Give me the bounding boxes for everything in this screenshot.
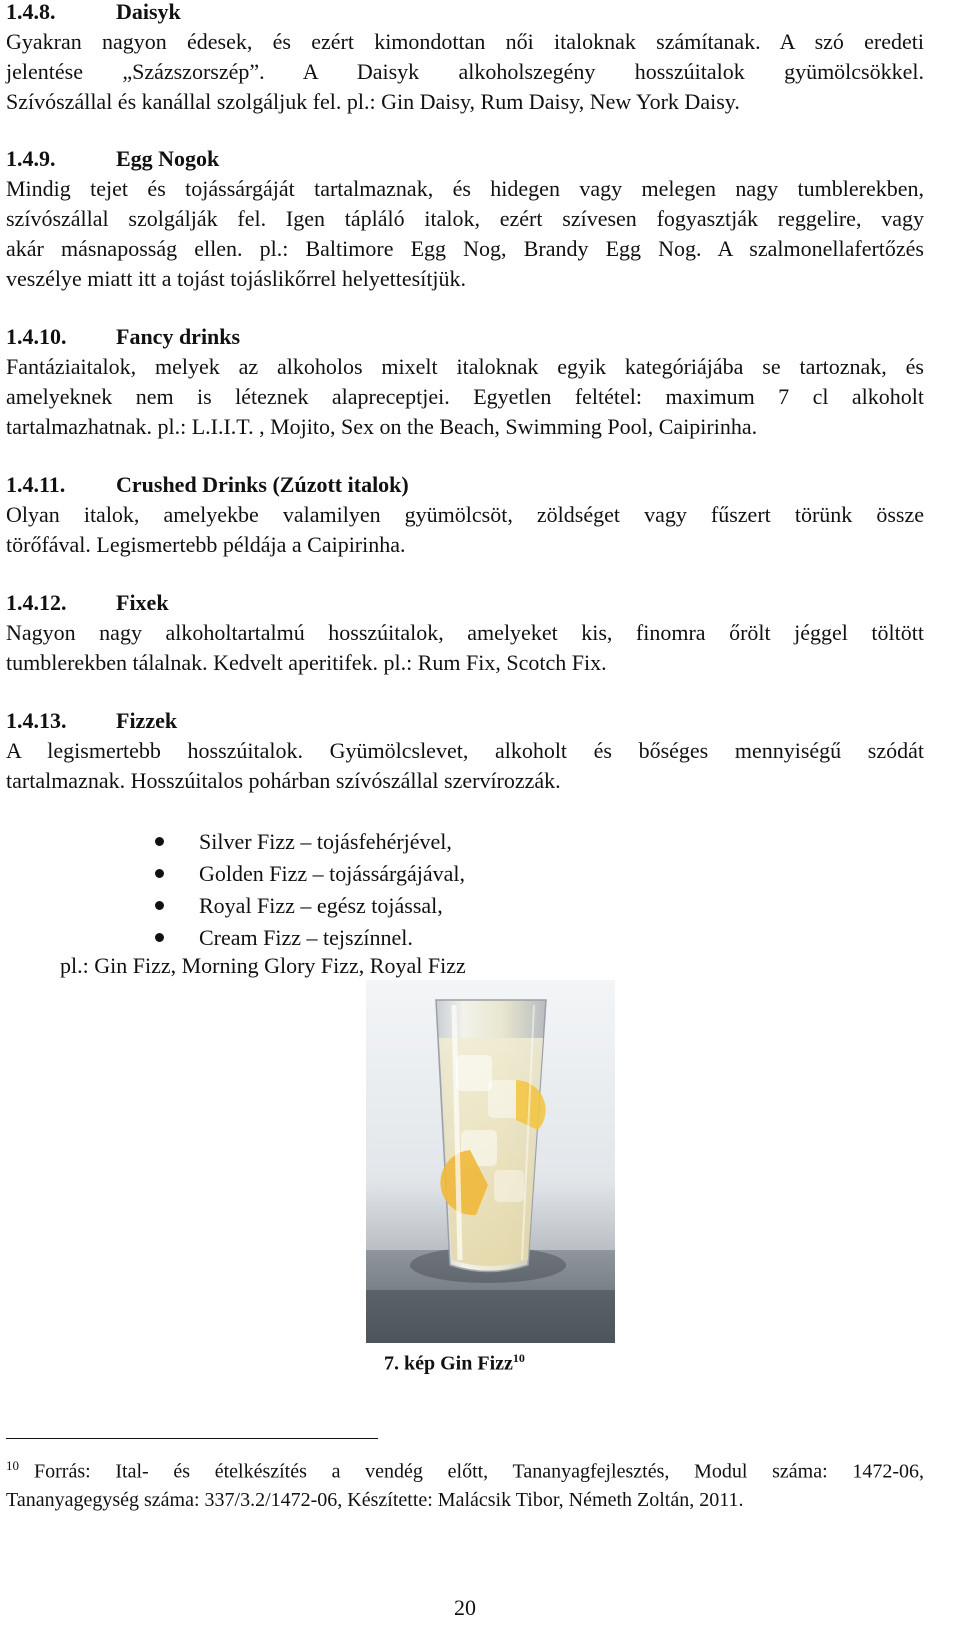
section-heading xyxy=(6,470,924,500)
section-heading xyxy=(6,0,924,27)
section-title: Fancy drinks xyxy=(116,324,241,349)
section-crushed-drinks xyxy=(6,470,924,560)
section-number: 1.4.11. xyxy=(6,472,66,497)
section-title: Daisyk xyxy=(116,0,181,24)
list-item xyxy=(151,922,465,954)
section-daisyk xyxy=(6,0,924,117)
section-number: 1.4.12. xyxy=(6,590,67,615)
body-line: tartalmaznak. Hosszúitalos pohárban szívószállal szervírozzák. xyxy=(6,768,561,793)
page-number: 20 xyxy=(454,1595,476,1620)
fizz-examples: pl.: Gin Fizz, Morning Glory Fizz, Royal Fizz xyxy=(60,953,466,978)
body-line: törőfával. Legismertebb példája a Caipirinha. xyxy=(6,532,406,557)
section-fancy-drinks xyxy=(6,322,924,442)
section-number: 1.4.10. xyxy=(6,324,67,349)
list-item-text: Silver Fizz – tojásfehérjével, xyxy=(199,829,452,854)
section-body xyxy=(6,352,924,442)
section-number: 1.4.8. xyxy=(6,0,56,24)
section-body xyxy=(6,174,924,294)
section-body xyxy=(6,27,924,117)
gin-fizz-photo xyxy=(366,980,615,1343)
section-heading xyxy=(6,322,924,352)
body-line: szívószállal szolgálják fel. Igen tápláló italok, ezért szívesen fogyasztják reggelire, vagy xyxy=(6,206,924,231)
footnote-separator xyxy=(6,1438,378,1439)
list-item-text: Golden Fizz – tojássárgájával, xyxy=(199,861,465,886)
body-line: jelentése „Százszorszép”. A Daisyk alkoholszegény hosszúitalok gyümölcsökkel. xyxy=(6,59,924,84)
list-item-text: Royal Fizz – egész tojással, xyxy=(199,893,443,918)
section-heading xyxy=(6,588,924,618)
body-line: A legismertebb hosszúitalok. Gyümölcslevet, alkoholt és bőséges mennyiségű szódát xyxy=(6,738,924,763)
body-line: akár másnaposság ellen. pl.: Baltimore Egg Nog, Brandy Egg Nog. A szalmonellafertőzés xyxy=(6,236,924,261)
fizz-list xyxy=(151,826,465,954)
section-fizzek xyxy=(6,706,924,796)
section-heading xyxy=(6,144,924,174)
list-item xyxy=(151,826,465,858)
section-number: 1.4.9. xyxy=(6,146,56,171)
footnote xyxy=(6,1452,924,1514)
section-title: Fizzek xyxy=(116,708,178,733)
bullet-icon xyxy=(155,837,164,846)
footnote-ref: 10 xyxy=(512,1351,525,1365)
section-body xyxy=(6,618,924,678)
figure-caption xyxy=(384,1345,525,1377)
body-line: tartalmazhatnak. pl.: L.I.I.T. , Mojito, Sex on the Beach, Swimming Pool, Caipirinha. xyxy=(6,414,758,439)
bullet-icon xyxy=(155,901,164,910)
footnote-line: Forrás: Ital- és ételkészítés a vendég előtt, Tananyagfejlesztés, Modul száma: 1472-06, xyxy=(34,1460,924,1483)
body-line: Fantáziaitalok, melyek az alkoholos mixelt italoknak egyik kategóriájába se tartoznak, és xyxy=(6,354,924,379)
section-heading xyxy=(6,706,924,736)
body-line: Nagyon nagy alkoholtartalmú hosszúitalok, amelyeket kis, finomra őrölt jéggel töltött xyxy=(6,620,924,645)
body-line: Gyakran nagyon édesek, és ezért kimondottan női italoknak számítanak. A szó eredeti xyxy=(6,29,924,54)
caption-text: 7. kép Gin Fizz xyxy=(384,1352,513,1375)
section-title: Egg Nogok xyxy=(116,146,220,171)
footnote-number: 10 xyxy=(6,1458,19,1473)
bullet-icon xyxy=(155,869,164,878)
section-fixek xyxy=(6,588,924,678)
body-line: veszélye miatt itt a tojást tojáslikőrrel helyettesítjük. xyxy=(6,266,467,291)
bullet-icon xyxy=(155,933,164,942)
section-body xyxy=(6,736,924,796)
section-body xyxy=(6,500,924,560)
section-title: Crushed Drinks (Zúzott italok) xyxy=(116,472,409,497)
body-line: amelyeknek nem is léteznek alapreceptjei. Egyetlen feltétel: maximum 7 cl alkoholt xyxy=(6,384,924,409)
body-line: Mindig tejet és tojássárgáját tartalmaznak, és hidegen vagy melegen nagy tumblerekben, xyxy=(6,176,924,201)
section-number: 1.4.13. xyxy=(6,708,67,733)
list-item xyxy=(151,890,465,922)
list-item-text: Cream Fizz – tejszínnel. xyxy=(199,925,413,950)
body-line: tumblerekben tálalnak. Kedvelt aperitifek. pl.: Rum Fix, Scotch Fix. xyxy=(6,650,607,675)
footnote-line: Tananyagegység száma: 337/3.2/1472-06, Készítette: Malácsik Tibor, Németh Zoltán, 2011. xyxy=(6,1488,744,1511)
section-title: Fixek xyxy=(116,590,169,615)
list-item xyxy=(151,858,465,890)
body-line: Olyan italok, amelyekbe valamilyen gyümölcsöt, zöldséget vagy fűszert törünk össze xyxy=(6,502,924,527)
body-line: Szívószállal és kanállal szolgáljuk fel. pl.: Gin Daisy, Rum Daisy, New York Daisy. xyxy=(6,89,740,114)
section-egg-nogok xyxy=(6,144,924,294)
